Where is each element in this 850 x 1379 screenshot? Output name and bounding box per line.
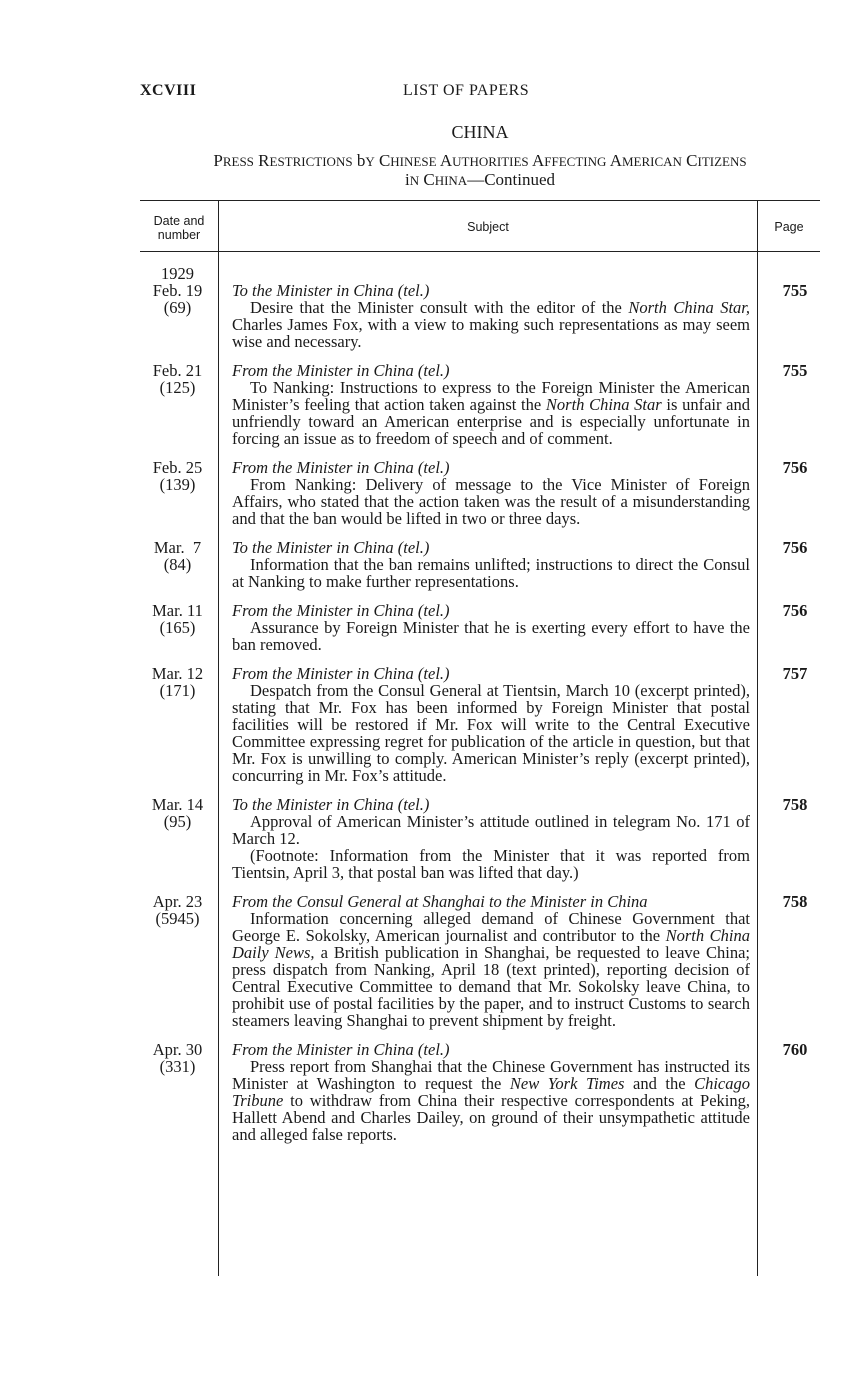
entry-title: From the Minister in China (tel.) <box>232 1040 450 1059</box>
entry-subject <box>232 459 750 527</box>
table-row <box>140 459 820 527</box>
entries-list <box>140 265 820 1155</box>
entry-subject <box>232 796 750 881</box>
entry-page: 760 <box>782 1040 808 1059</box>
entry-body: Despatch from the Consul General at Tientsin, March 10 (excerpt printed), stating that Mr. Fox has been informed by Foreign Minister that postal facilities will be restored if Mr. Fox will write to the Central Executive Committee expressing regret for publication of the article in question, but that Mr. Fox is unwilling to comply. American Minister’s reply (excerpt printed), concurring in Mr. Fox’s attitude. <box>232 681 750 785</box>
entry-subject <box>232 265 750 350</box>
table-row <box>140 362 820 447</box>
entry-body: Desire that the Minister consult with the editor of the North China Star, Charles James Fox, with a view to making such representations as may seem wise and necessary. <box>232 298 750 351</box>
entry-body: From Nanking: Delivery of message to the Vice Minister of Foreign Affairs, who stated that the action taken was the result of a misunderstanding and that the ban would be lifted in two or three days. <box>232 475 750 528</box>
entry-subject <box>232 539 750 590</box>
table-row <box>140 665 820 784</box>
entry-body: Press report from Shanghai that the Chinese Government has instructed its Minister at Washington to request the New York Times and the Chicago Tribune to withdraw from China their respective correspondents at Peking, Hallett Abend and Charles Dailey, on ground of their unsympathetic attitude and alleged false reports. <box>232 1057 750 1144</box>
entry-date-number: Apr. 23 (5945) <box>152 892 203 928</box>
entry-page: 758 <box>782 892 808 911</box>
entry-subject <box>232 665 750 784</box>
entry-page: 756 <box>782 458 808 477</box>
entry-title: From the Minister in China (tel.) <box>232 601 450 620</box>
table-row <box>140 265 820 350</box>
subsection-title-line1: PRESS RESTRICTIONS bY CHINESE AUTHORITIES AFFECTING AMERICAN CITIZENS <box>213 151 747 170</box>
entry-title: From the Minister in China (tel.) <box>232 458 450 477</box>
entry-title: From the Consul General at Shanghai to the Minister in China <box>232 892 648 911</box>
entry-body: Approval of American Minister’s attitude outlined in telegram No. 171 of March 12. <box>232 812 750 848</box>
table-row <box>140 1041 820 1143</box>
entry-date-number: Mar. 7 (84) <box>153 538 202 574</box>
entry-date-number: Mar. 14 (95) <box>151 795 204 831</box>
entry-title: To the Minister in China (tel.) <box>232 281 430 300</box>
entry-page: 756 <box>782 538 808 557</box>
entry-page: 755 <box>782 281 808 300</box>
entry-date-number: Feb. 21 (125) <box>152 361 203 397</box>
entry-subject <box>232 893 750 1029</box>
table-top-rule <box>140 200 820 201</box>
entry-page: 755 <box>782 361 808 380</box>
entry-title: To the Minister in China (tel.) <box>232 538 430 557</box>
entry-subject <box>232 1041 750 1143</box>
header-bottom-rule <box>140 251 820 252</box>
entry-subject <box>232 362 750 447</box>
table-row <box>140 796 820 881</box>
entry-body: To Nanking: Instructions to express to the Foreign Minister the American Minister’s feeling that action taken against the North China Star is unfair and unfriendly toward an American enterprise and is especially unfortunate in forcing an issue as to freedom of speech and of comment. <box>232 378 751 448</box>
subsection-title-line2: iN CHINA—Continued <box>404 170 556 189</box>
section-title: CHINA <box>451 122 509 142</box>
entry-title: From the Minister in China (tel.) <box>232 664 450 683</box>
entry-page: 757 <box>782 664 808 683</box>
entry-date-number: Mar. 11 (165) <box>152 601 203 637</box>
header-date-number: Date and number <box>153 214 205 242</box>
entry-title: From the Minister in China (tel.) <box>232 361 450 380</box>
table-row <box>140 893 820 1029</box>
entry-date-number: 1929 Feb. 19 (69) <box>152 264 203 317</box>
table-row <box>140 602 820 653</box>
entry-footnote: (Footnote: Information from the Minister that it was reported from Tientsin, April 3, that postal ban was lifted that day.) <box>232 846 750 882</box>
header-page: Page <box>774 220 804 234</box>
entry-body: Assurance by Foreign Minister that he is exerting every effort to have the ban removed. <box>232 618 750 654</box>
page-number: XCVIII <box>140 82 197 99</box>
table-row <box>140 539 820 590</box>
entry-date-number: Mar. 12 (171) <box>151 664 204 700</box>
header-subject: Subject <box>467 220 509 234</box>
entry-subject <box>232 602 750 653</box>
entry-body: Information that the ban remains unlifted; instructions to direct the Consul at Nanking to make further representations. <box>232 555 750 591</box>
entry-date-number: Feb. 25 (139) <box>152 458 203 494</box>
subsection-title <box>140 152 820 190</box>
running-head <box>140 82 820 104</box>
entry-title: To the Minister in China (tel.) <box>232 795 430 814</box>
entry-date-number: Apr. 30 (331) <box>152 1040 203 1076</box>
entry-page: 758 <box>782 795 808 814</box>
running-title: LIST OF PAPERS <box>403 82 530 99</box>
entry-page: 756 <box>782 601 808 620</box>
entry-body: Information concerning alleged demand of Chinese Government that George E. Sokolsky, American journalist and contributor to the North China Daily News, a British publication in Shanghai, be requested to leave China; press dispatch from Nanking, April 18 (text printed), reporting decision of Central Executive Committee to demand that Mr. Sokolsky leave China, to prohibit use of postal facilities by the paper, and to instruct Customs to search steamers leaving Shanghai to prevent shipment by freight. <box>232 909 751 1030</box>
